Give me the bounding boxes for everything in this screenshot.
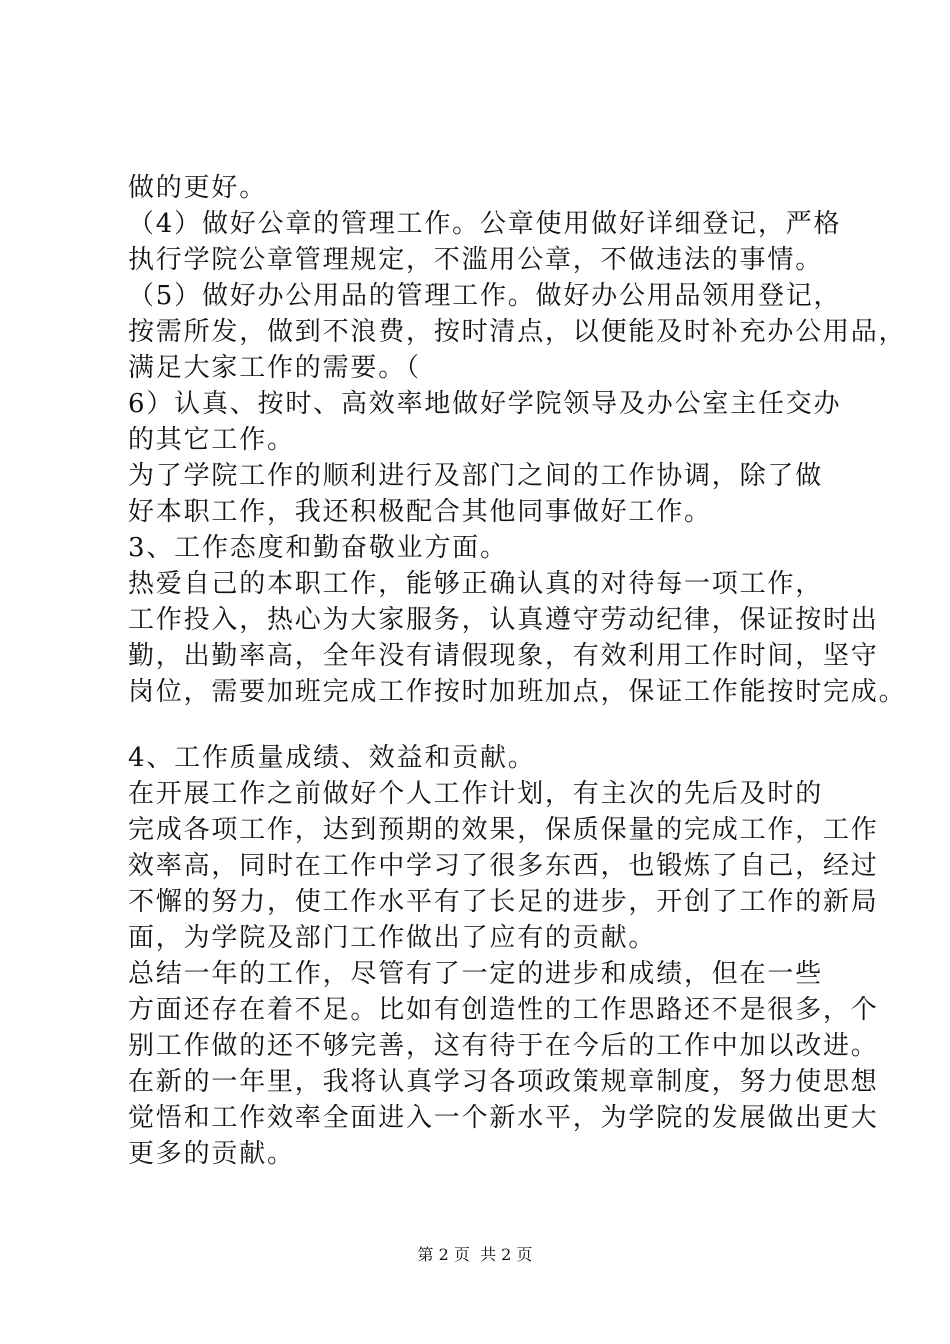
text-line: 不懈的努力，使工作水平有了长足的进步，开创了工作的新局 <box>128 887 879 917</box>
text-line: 4、工作质量成绩、效益和贡献。 <box>128 743 536 773</box>
text-line: 6）认真、按时、高效率地做好学院领导及办公室主任交办 <box>128 389 842 419</box>
text-line: 执行学院公章管理规定，不滥用公章，不做违法的事情。 <box>128 245 824 275</box>
text-line: 好本职工作，我还积极配合其他同事做好工作。 <box>128 497 712 527</box>
text-line: 工作投入，热心为大家服务，认真遵守劳动纪律，保证按时出 <box>128 605 879 635</box>
text-line: 按需所发，做到不浪费，按时清点，以便能及时补充办公用品， <box>128 317 907 347</box>
text-line: 总结一年的工作，尽管有了一定的进步和成绩，但在一些 <box>128 959 824 989</box>
text-line: 完成各项工作，达到预期的效果，保质保量的完成工作，工作 <box>128 815 879 845</box>
text-line: 3、工作态度和勤奋敬业方面。 <box>128 533 508 563</box>
text-line: （5）做好办公用品的管理工作。做好办公用品领用登记， <box>128 281 842 311</box>
blank-line <box>128 710 850 740</box>
text-line: 的其它工作。 <box>128 425 295 455</box>
text-line: 效率高，同时在工作中学习了很多东西，也锻炼了自己，经过 <box>128 851 879 881</box>
text-line: 觉悟和工作效率全面进入一个新水平，为学院的发展做出更大 <box>128 1103 879 1133</box>
document-body <box>128 170 907 1172</box>
text-line: 方面还存在着不足。比如有创造性的工作思路还不是很多，个 <box>128 995 879 1025</box>
text-line: 勤，出勤率高，全年没有请假现象，有效利用工作时间，坚守 <box>128 641 879 671</box>
text-line: （4）做好公章的管理工作。公章使用做好详细登记，严格 <box>128 209 842 239</box>
text-line: 热爱自己的本职工作，能够正确认真的对待每一项工作， <box>128 569 824 599</box>
text-line: 岗位，需要加班完成工作按时加班加点，保证工作能按时完成。 <box>128 677 907 707</box>
text-line: 满足大家工作的需要。（ <box>128 353 421 383</box>
text-line: 做的更好。 <box>128 173 268 203</box>
text-line: 更多的贡献。 <box>128 1139 295 1169</box>
page-footer: 第 2 页 共 2 页 <box>417 1245 533 1264</box>
text-line: 别工作做的还不够完善，这有待于在今后的工作中加以改进。 <box>128 1031 879 1061</box>
text-line: 为了学院工作的顺利进行及部门之间的工作协调，除了做 <box>128 461 824 491</box>
text-line: 在开展工作之前做好个人工作计划，有主次的先后及时的 <box>128 779 824 809</box>
text-line: 在新的一年里，我将认真学习各项政策规章制度，努力使思想 <box>128 1067 879 1097</box>
text-line: 面，为学院及部门工作做出了应有的贡献。 <box>128 923 657 953</box>
